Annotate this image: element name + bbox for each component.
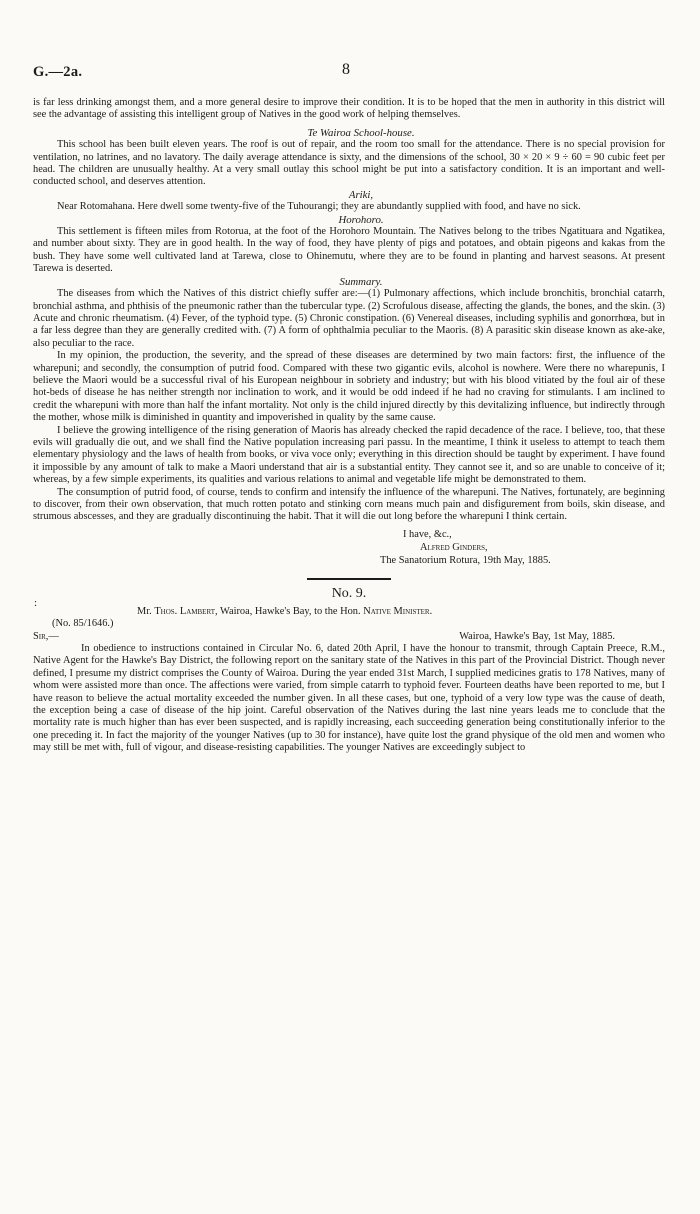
letter-from-prefix: Mr.: [137, 605, 155, 617]
signature-name: Alfred Ginders,: [420, 542, 488, 554]
section-heading-horohoro: Horohoro.: [338, 213, 384, 226]
letter-from-middle: , Wairoa, Hawke's Bay, to the Hon.: [214, 605, 364, 617]
letter-number: No. 9.: [331, 586, 367, 602]
page-header: [0, 61, 700, 84]
paragraph: Near Rotomahana. Here dwell some twenty-five of the Tuhourangi; they are abundantly supplied with food, and have no sick.: [57, 201, 581, 213]
letter-reference: (No. 85/1646.): [52, 618, 114, 630]
paragraph: This settlement is fifteen miles from Rotorua, at the foot of the Horohoro Mountain. The Natives belong to the tribes Ngatituara and Ngatikea, and number about sixty. They are in good health. In the way of food, they have plenty of pigs and potatoes, and obtain pigeons and kakas from the bush. They have some well cultivated land at Tarewa, close to Ohinemutu, where they are to be found in planting and harvest seasons. At present Tarewa is deserted.: [33, 226, 665, 275]
section-heading-ariki: Ariki,: [348, 188, 374, 201]
letter-date: Wairoa, Hawke's Bay, 1st May, 1885.: [459, 630, 615, 642]
paragraph: The diseases from which the Natives of this district chiefly suffer are:—(1) Pulmonary affections, which include bronchitis, bronchial catarrh, bronchial asthma, and phthisis of the pneumonic rather than the tubercular type. (2) Scrofulous disease, affecting the glands, the bones, and the skin. (3) Acute and chronic rheumatism. (4) Fever, of the typhoid type. (5) Chronic constipation. (6) Venereal diseases, including syphilis and gonorrhœa, but in a far less degree than they are generally credited with. (7) A form of ophthalmia peculiar to the Maoris. (8) A parasitic skin disease known as ake-ake, also peculiar to the race.: [33, 288, 665, 349]
salutation-row: [33, 631, 665, 643]
page-number: 8: [342, 61, 350, 78]
letter-from-end: .: [429, 605, 433, 617]
margin-mark: :: [34, 597, 38, 609]
signature-block: [33, 528, 665, 568]
paragraph: In my opinion, the production, the severity, and the spread of these diseases are determined by two main factors: first, the influence of the wharepuni; and secondly, the consumption of putrid food. Compared with these two gigantic evils, alcohol is nowhere. Were there no wharepunis, I believe the Maori would be a successful rival of his European neighbour in sobriety and industry; but with his blood vitiated by the foul air of these hot-beds of disease he has neither strength nor inclination to work, and it would be odd indeed if he had no craving for stimulants. I am inclined to credit the wharepuni with more than half the infant mortality. Not only is the child injured directly by this devitalizing influence, but indirectly through the mother, whose milk is diminished in quantity and impoverished in quality by the same cause.: [33, 350, 665, 424]
salutation: Sir,—: [33, 630, 59, 642]
opening-paragraph: is far less drinking amongst them, and a more general desire to improve their condition. It is to be hoped that the men in authority in this district will see the advantage of assisting this intelligent group of Natives in the good work of helping themselves.: [33, 97, 665, 121]
paragraph: I believe the growing intelligence of the rising generation of Maoris has already checked the rapid decadence of the race. I believe, too, that these evils will gradually die out, and we shall find the Native population increasing pari passu. In the meantime, I think it useless to attempt to teach them elementary physiology and the laws of health from books, or viva voce only; everything in this direction should be taught by experiment. I have found it impossible by any amount of talk to make a Maori understand that air is a substantial entity. They cannot see it, and so are unable to conceive of it; whereas, by a few simple experiments, its qualities and various relations to animal and vegetable life might be demonstrated to them.: [33, 424, 665, 486]
section-heading-te-wairoa: Te Wairoa School-house.: [307, 126, 415, 139]
letter-from-name: Thos. Lambert: [154, 605, 215, 617]
section-divider: [307, 578, 391, 580]
letter-addressing: [33, 606, 665, 618]
paragraph: This school has been built eleven years. The roof is out of repair, and the room too small for the attendance. There is no special provision for ventilation, no latrines, and no lavatory. The daily average attendance is sixty, and the dimensions of the school, 30 × 20 × 9 ÷ 60 = 90 cubic feet per head. The children are unusually healthy. At a very small outlay this school might be put into a satisfactory condition. It is an important and well-conducted school, and deserves attention.: [33, 139, 665, 188]
report-reference: G.—2a.: [33, 64, 83, 80]
section-heading-summary: Summary.: [339, 275, 383, 288]
signature-closing: I have, &c.,: [403, 528, 452, 540]
page-body: [33, 97, 665, 755]
paragraph: The consumption of putrid food, of course, tends to confirm and intensify the influence of the wharepuni. The Natives, fortunately, are beginning to discover, from their own observation, that much rotten potato and stinking corn means much pain and disfigurement from boils, skin disease, and strumous abscesses, and they are gradually discontinuing the habit. That it will die out long before the wharepuni I think certain.: [33, 486, 665, 523]
letter-to-title: Native Minister: [363, 605, 430, 617]
signature-place-date: The Sanatorium Rotura, 19th May, 1885.: [380, 555, 551, 567]
letter-body: In obedience to instructions contained in Circular No. 6, dated 20th April, I have the honour to transmit, through Captain Preece, R.M., Native Agent for the Hawke's Bay District, the following report on the sanitary state of the Natives in this part of the Provincial District. Though never defined, I presume my district comprises the County of Wairoa. During the year ended 31st March, I supplied medicines gratis to 178 Natives, many of whom were assisted more than once. The affections were varied, from simple catarrh to typhoid fever. Fourteen deaths have been reported to me, but I have reason to believe the actual mortality exceeded the number given. In all these cases, but one, typhoid of a very low type was the cause of death, the exception being a case of disease of the hip joint. Careful observation of the Natives during the last nine years leads me to conclude that the mortality rate is much higher than has ever been suspected, and is rapidly increasing, each succeeding generation being constitutionally inferior to the one preceding it. In fact the majority of the younger Natives (up to 30 for instance), have quite lost the grand physique of the old men and women who may still be met with, full of vigour, and disease-resisting capabilities. The younger Natives are exceedingly subject to: [33, 643, 665, 754]
